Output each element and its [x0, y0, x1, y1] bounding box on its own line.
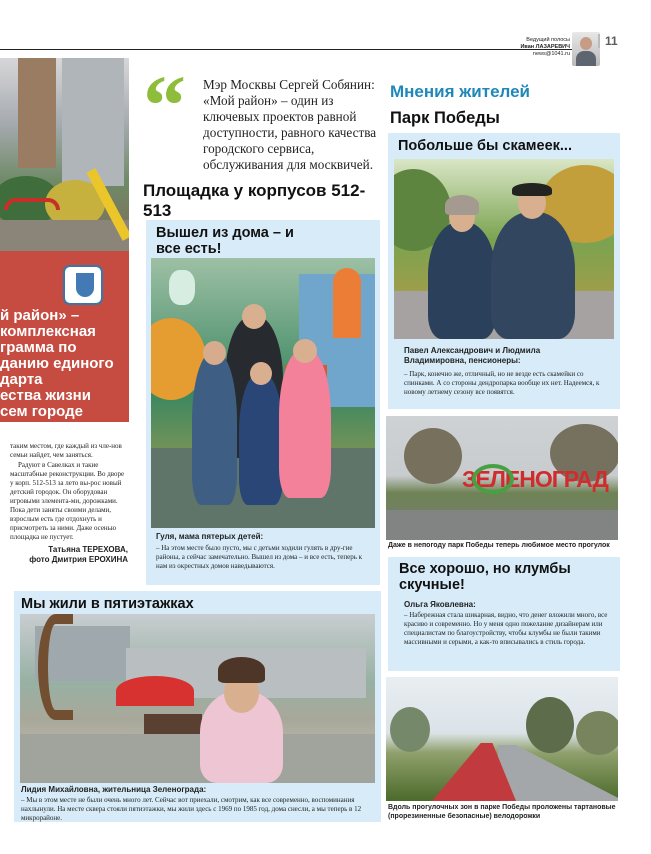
five-story-caption-name: Лидия Михайловна, жительница Зеленограда: — [21, 785, 207, 794]
zelenograd-sign-photo — [386, 416, 618, 540]
playground-title: Площадка у корпусов 512-513 — [143, 181, 366, 220]
track-caption: Вдоль прогулочных зон в парке Победы проложены тартановые (прорезиненные безопасные) велодорожки — [388, 804, 616, 820]
left-paragraph-2: Радуют в Савелках и такие масштабные реконструкции. Во дворе у корп. 512-513 за лето вы-рос новый детский городок. Он оборудован игровыми элемента-ми, дорожками. Пока дети заняты своими делами, взрослым есть где отдохнуть и присмотреть за ними. Даже осенью площадка не пустует. — [10, 461, 125, 541]
slogan-line-7: сем городе — [0, 403, 83, 420]
pensioners-photo — [394, 159, 614, 339]
benches-box — [388, 133, 620, 409]
flowerbeds-box — [388, 557, 620, 671]
slogan-line-1: й район» – — [0, 307, 80, 324]
slogan-line-4: данию единого — [0, 355, 114, 372]
flowerbeds-caption-text: – Набережная стала шикарная, видно, что денег вложили много, все красиво и современно. Но у меня одно пожелание дизайнерам или специалистам по благоустройству, чтобы клумбы не были такими массивными и серыми, а как-то вписывались в стиль города. — [404, 611, 608, 646]
left-paragraph-1: таким местом, где каждый из чле-нов семьи найдет, чем заняться. — [10, 442, 122, 459]
benches-caption-name: Павел Александрович и Людмила Владимировна, пенсионеры: — [404, 346, 541, 365]
slogan-line-6: ества жизни — [0, 387, 91, 404]
benches-caption-text: – Парк, конечно же, отличный, но не везде есть скамейки со спинками. А со стороны дендропарка вообще их нет. Надеемся, к новому летнему сезону все появятся. — [404, 370, 600, 396]
flowerbeds-box-title: Все хорошо, но клумбы скучные! — [399, 561, 571, 593]
residents-opinions-title: Мнения жителей — [390, 82, 531, 101]
playground-caption-text: – На этом месте было пусто, мы с детьми ходили гулять в дру-гие районы, а сейчас замечательно. Вышел из дома – и все есть, теперь к нам из окрестных домов наведываются. — [156, 544, 363, 570]
playground-box-title: Вышел из дома – и все есть! — [156, 225, 294, 257]
editor-name: Иван ЛАЗАРЕВИЧ — [520, 44, 570, 50]
article-author: Татьяна ТЕРЕХОВА, — [48, 545, 128, 554]
playground-caption-name: Гуля, мама пятерых детей: — [156, 532, 264, 541]
mayor-quote: Мэр Москвы Сергей Собянин: «Мой район» – один из ключевых проектов равной доступности, равного качества городского сервиса, обслуживания для москвичей. — [203, 77, 377, 172]
child-figure-left — [192, 352, 237, 505]
park-caption: Даже в непогоду парк Победы теперь любимое место прогулок — [388, 542, 610, 549]
man-pensioner — [491, 212, 575, 339]
five-story-caption-text: – Мы в этом месте не были очень много лет. Сейчас вот приехали, смотрим, как все современно, воспоминания нахлынули. На месте сквера стояли пятиэтажки, мы жили здесь с 1969 по 1985 год, дома снесли, а мы теперь в 12 микрорайоне. — [21, 796, 362, 822]
slogan-line-3: грамма по — [0, 339, 77, 356]
editor-label: Ведущий полосы — [526, 37, 570, 43]
editor-email: news@1041.ru — [532, 51, 570, 57]
slogan-line-2: комплексная — [0, 323, 96, 340]
five-story-box — [14, 591, 381, 822]
five-story-box-title: Мы жили в пятиэтажках — [21, 596, 194, 612]
child-figure-center — [239, 373, 283, 505]
header-rule — [0, 49, 598, 50]
editor-photo — [572, 32, 600, 66]
left-slogan-area — [0, 251, 129, 422]
article-photographer: фото Дмитрия ЕРОХИНА — [29, 555, 128, 564]
playground-box — [146, 220, 380, 585]
woman-figure — [200, 691, 283, 783]
slogan-line-5: дарта — [0, 371, 43, 388]
left-top-photo — [0, 58, 129, 251]
page-number: 11 — [598, 34, 618, 48]
benches-box-title: Побольше бы скамеек... — [398, 138, 572, 154]
cycling-track-photo — [386, 677, 618, 801]
quote-mark: “ — [143, 57, 186, 153]
playground-family-photo — [151, 258, 375, 528]
victory-park-title: Парк Победы — [390, 109, 500, 127]
woman-pensioner — [428, 222, 496, 339]
child-figure-right — [279, 349, 331, 498]
flowerbeds-caption-name: Ольга Яковлевна: — [404, 600, 476, 609]
square-photo — [20, 614, 375, 783]
district-coat-of-arms — [63, 265, 103, 305]
zelenograd-sign: ЗЕЛЕНОГРАД — [462, 466, 608, 492]
editor-credit — [510, 37, 570, 58]
editor-block — [510, 32, 602, 66]
